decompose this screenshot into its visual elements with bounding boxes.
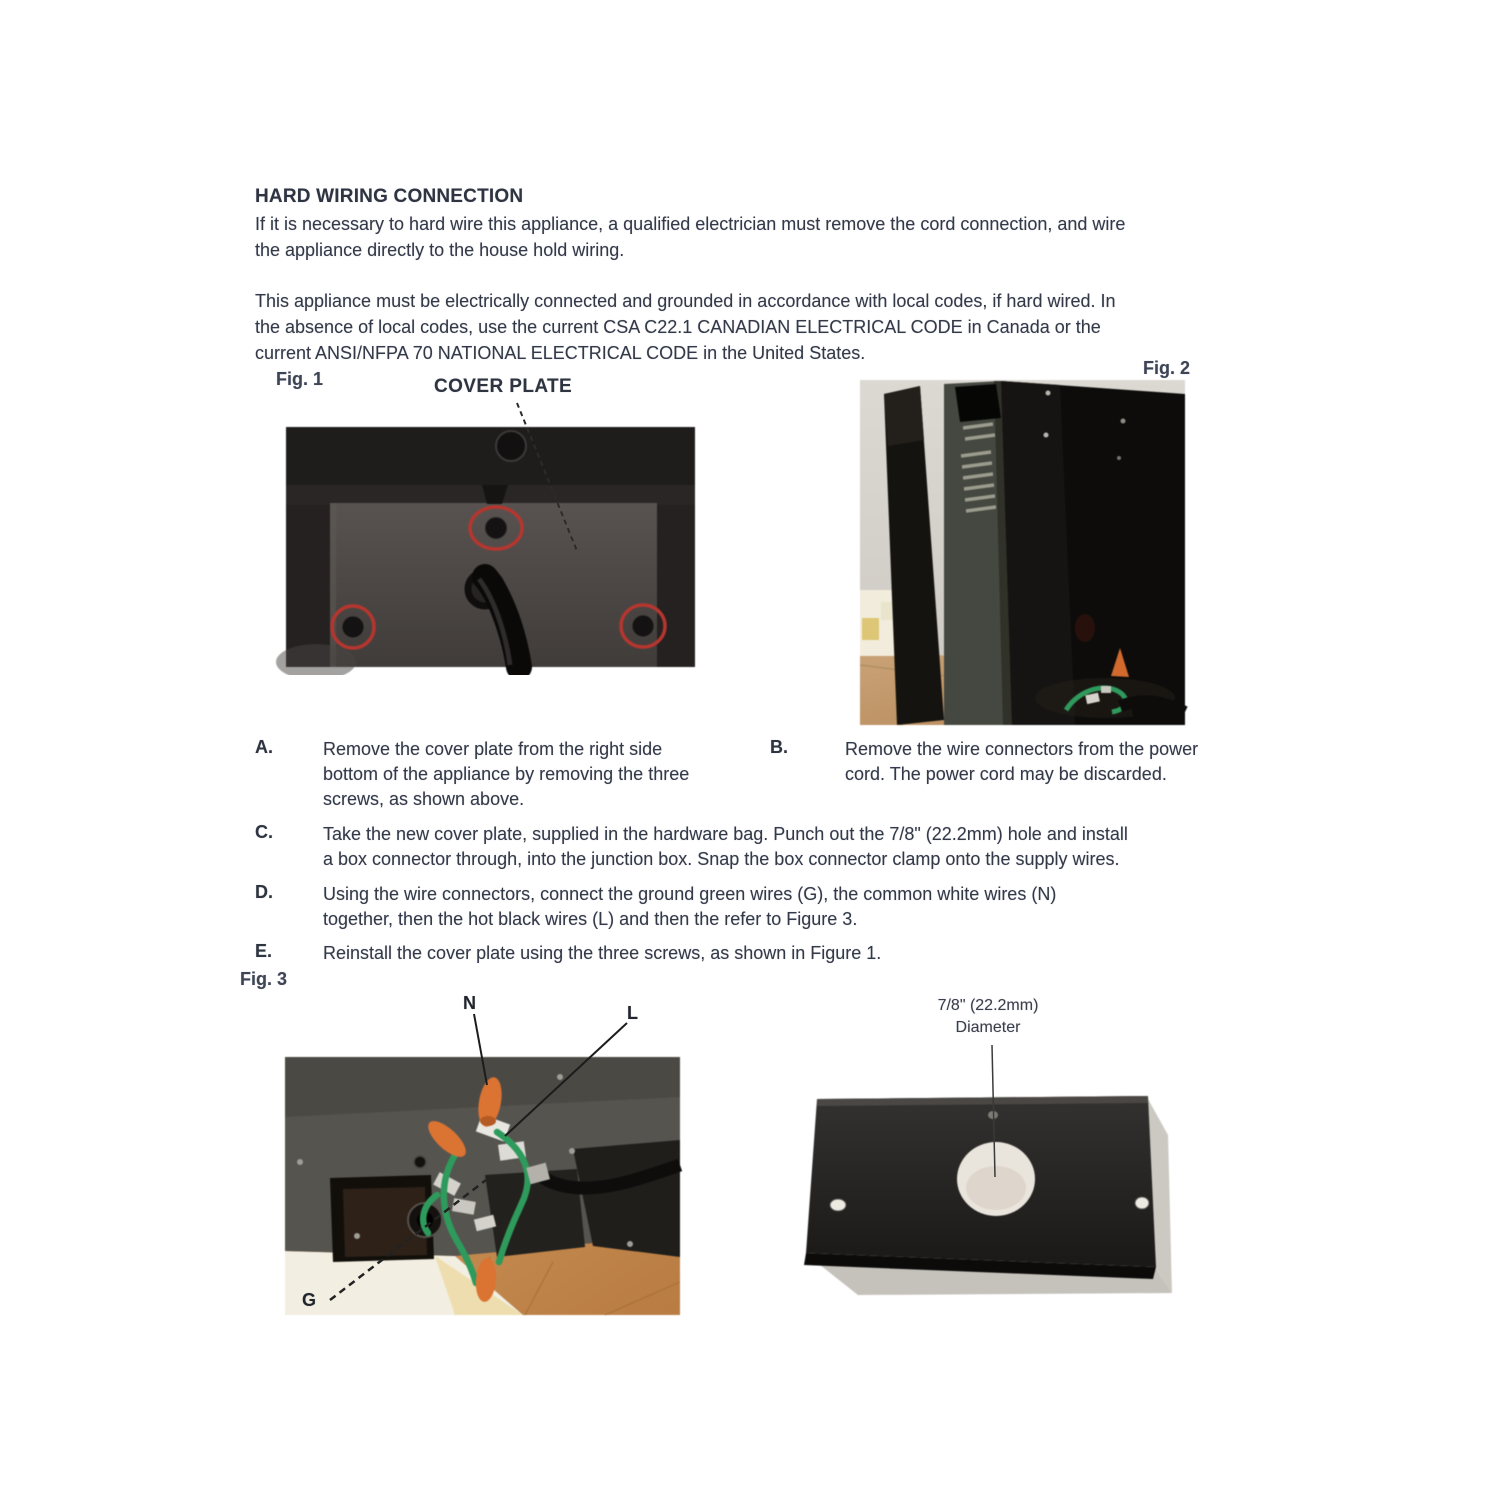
step-b-line2: cord. The power cord may be discarded. bbox=[845, 764, 1167, 784]
intro-p1-line1: If it is necessary to hard wire this appliance, a qualified electrician must remove the cord connection, and wire bbox=[255, 214, 1126, 234]
plate-dim-label-line1: 7/8" (22.2mm) bbox=[937, 997, 1039, 1014]
fig1-figure bbox=[270, 375, 720, 675]
screw-top-center bbox=[485, 517, 507, 539]
hex-screw bbox=[414, 1156, 426, 1168]
wire-g-label: G bbox=[302, 1290, 317, 1310]
step-e-id: E. bbox=[255, 941, 273, 961]
step-d-line1: Using the wire connectors, connect the ground green wires (G), the common white wires (N) bbox=[323, 884, 1057, 904]
fig2-figure bbox=[850, 352, 1200, 737]
plate-dim-label-line2: Diameter bbox=[955, 1019, 1021, 1036]
step-a-line2: bottom of the appliance by removing the three bbox=[323, 764, 690, 784]
plate-photo bbox=[800, 995, 1200, 1305]
plate-figure bbox=[800, 995, 1200, 1305]
step-e-line1: Reinstall the cover plate using the three screws, as shown in Figure 1. bbox=[323, 943, 882, 963]
wire-l-label: L bbox=[627, 1003, 638, 1023]
step-d-line2: together, then the hot black wires (L) and then the refer to Figure 3. bbox=[323, 909, 858, 929]
step-a-id: A. bbox=[255, 737, 273, 757]
step-c-line1: Take the new cover plate, supplied in the hardware bag. Punch out the 7/8" (22.2mm) hole and install bbox=[323, 824, 1128, 844]
fig1-photo bbox=[270, 375, 720, 675]
fig1-photo-canvas bbox=[276, 427, 695, 675]
page-title: HARD WIRING CONNECTION bbox=[255, 186, 524, 207]
fig3-photo-canvas bbox=[285, 1057, 680, 1315]
step-b-id: B. bbox=[770, 737, 788, 757]
intro-p2-line1: This appliance must be electrically connected and grounded in accordance with local codes, if hard wired. In bbox=[255, 291, 1116, 311]
screw-bottom-left bbox=[342, 616, 364, 638]
step-b-line1: Remove the wire connectors from the power bbox=[845, 739, 1199, 759]
step-c-id: C. bbox=[255, 822, 273, 842]
fig1-cover-plate-callout: COVER PLATE bbox=[434, 376, 573, 397]
screw-hole-right bbox=[1135, 1197, 1149, 1209]
intro-p2-line3: current ANSI/NFPA 70 NATIONAL ELECTRICAL CODE in the United States. bbox=[255, 343, 866, 363]
screw-bottom-right bbox=[632, 615, 654, 637]
wire-n-label: N bbox=[463, 993, 476, 1013]
intro-paragraph-1 bbox=[255, 211, 1125, 263]
plate-photo-canvas bbox=[804, 1096, 1172, 1295]
fig2-label: Fig. 2 bbox=[1143, 358, 1191, 378]
fig3-figure bbox=[260, 990, 705, 1330]
step-a-line1: Remove the cover plate from the right side bbox=[323, 739, 663, 759]
vent-opening bbox=[955, 384, 1001, 422]
intro-p1-line2: the appliance directly to the house hold wiring. bbox=[255, 240, 625, 260]
step-c-line2: a box connector through, into the junction box. Snap the box connector clamp onto the supply wires. bbox=[323, 849, 1120, 869]
intro-p2-line2: the absence of local codes, use the current CSA C22.1 CANADIAN ELECTRICAL CODE in Canada or the bbox=[255, 317, 1101, 337]
screw-hole-left bbox=[830, 1199, 846, 1211]
top-screw bbox=[496, 431, 526, 461]
step-d-id: D. bbox=[255, 882, 273, 902]
fig1-label: Fig. 1 bbox=[276, 369, 324, 389]
fig2-photo-canvas bbox=[860, 380, 1185, 725]
fig3-label: Fig. 3 bbox=[240, 969, 288, 989]
step-a-line3: screws, as shown above. bbox=[323, 789, 525, 809]
fig2-photo bbox=[850, 352, 1200, 737]
fig3-photo bbox=[260, 990, 705, 1330]
